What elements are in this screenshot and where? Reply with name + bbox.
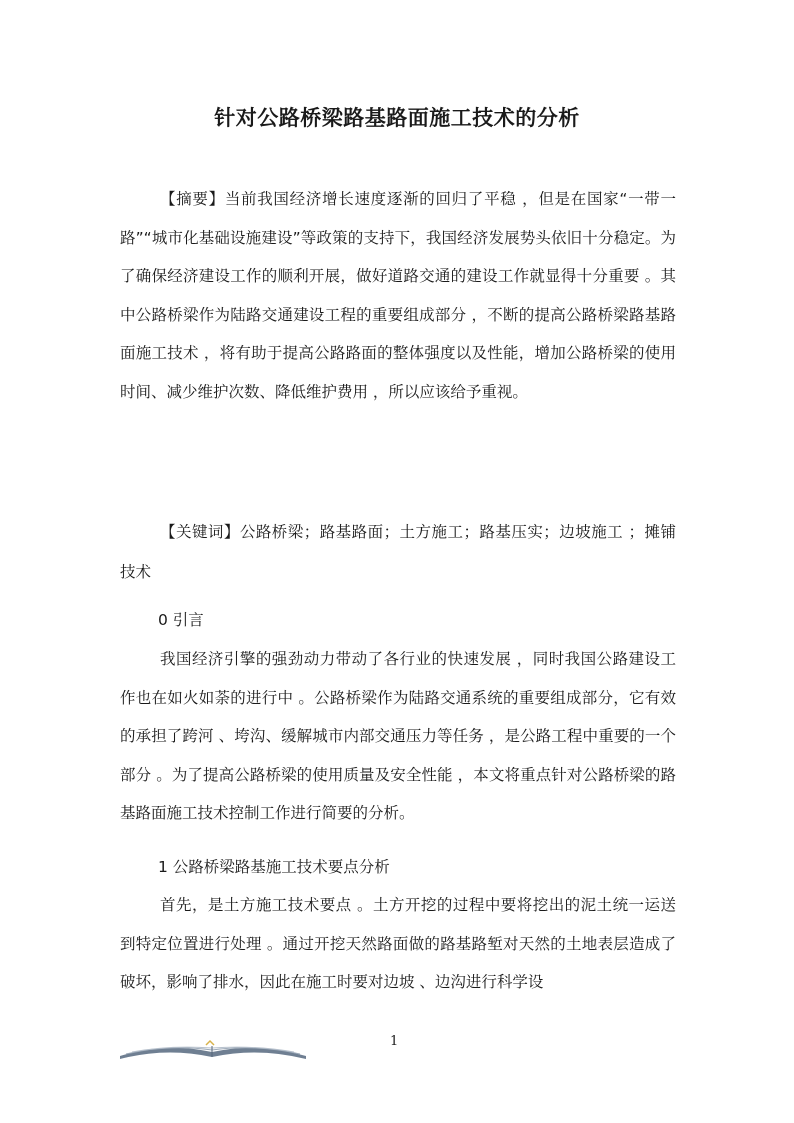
keywords-paragraph: 【关键词】公路桥梁；路基路面；土方施工；路基压实；边坡施工 ；摊铺技术	[120, 523, 676, 581]
abstract-paragraph: 【摘要】当前我国经济增长速度逐渐的回归了平稳 ，但是在国家“一带一路”“城市化基础设施建设”等政策的支持下，我国经济发展势头依旧十分稳定。为了确保经济建设工作的顺利开展，做好道路交通的建设工作就显得十分重要 。其中公路桥梁作为陆路交通建设工程的重要组成部分 ，不断的提高公路桥梁路基路面施工技术 ，将有助于提高公路路面的整体强度以及性能，增加公路桥梁的使用时间、减少维护次数、降低维护费用 ，所以应该给予重视。	[120, 190, 676, 401]
open-book-icon	[118, 1036, 308, 1062]
section-heading-introduction: 0 引言	[158, 611, 204, 629]
section-heading-subgrade: 1 公路桥梁路基施工技术要点分析	[158, 858, 390, 876]
page-number: 1	[390, 1034, 399, 1049]
document-title: 针对公路桥梁路基路面施工技术的分析	[214, 106, 580, 130]
subgrade-paragraph: 首先，是土方施工技术要点 。土方开挖的过程中要将挖出的泥土统一运送到特定位置进行处理 。通过开挖天然路面做的路基路堑对天然的土地表层造成了破坏，影响了排水，因此在施工时要对边坡 、边沟进行科学设	[120, 896, 676, 991]
introduction-paragraph: 我国经济引擎的强劲动力带动了各行业的快速发展 ，同时我国公路建设工作也在如火如荼的进行中 。公路桥梁作为陆路交通系统的重要组成部分，它有效的承担了跨河 、垮沟、缓解城市内部交通压力等任务 ，是公路工程中重要的一个部分 。为了提高公路桥梁的使用质量及安全性能 ，本文将重点针对公路桥梁的路基路面施工技术控制工作进行简要的分析。	[120, 650, 676, 822]
